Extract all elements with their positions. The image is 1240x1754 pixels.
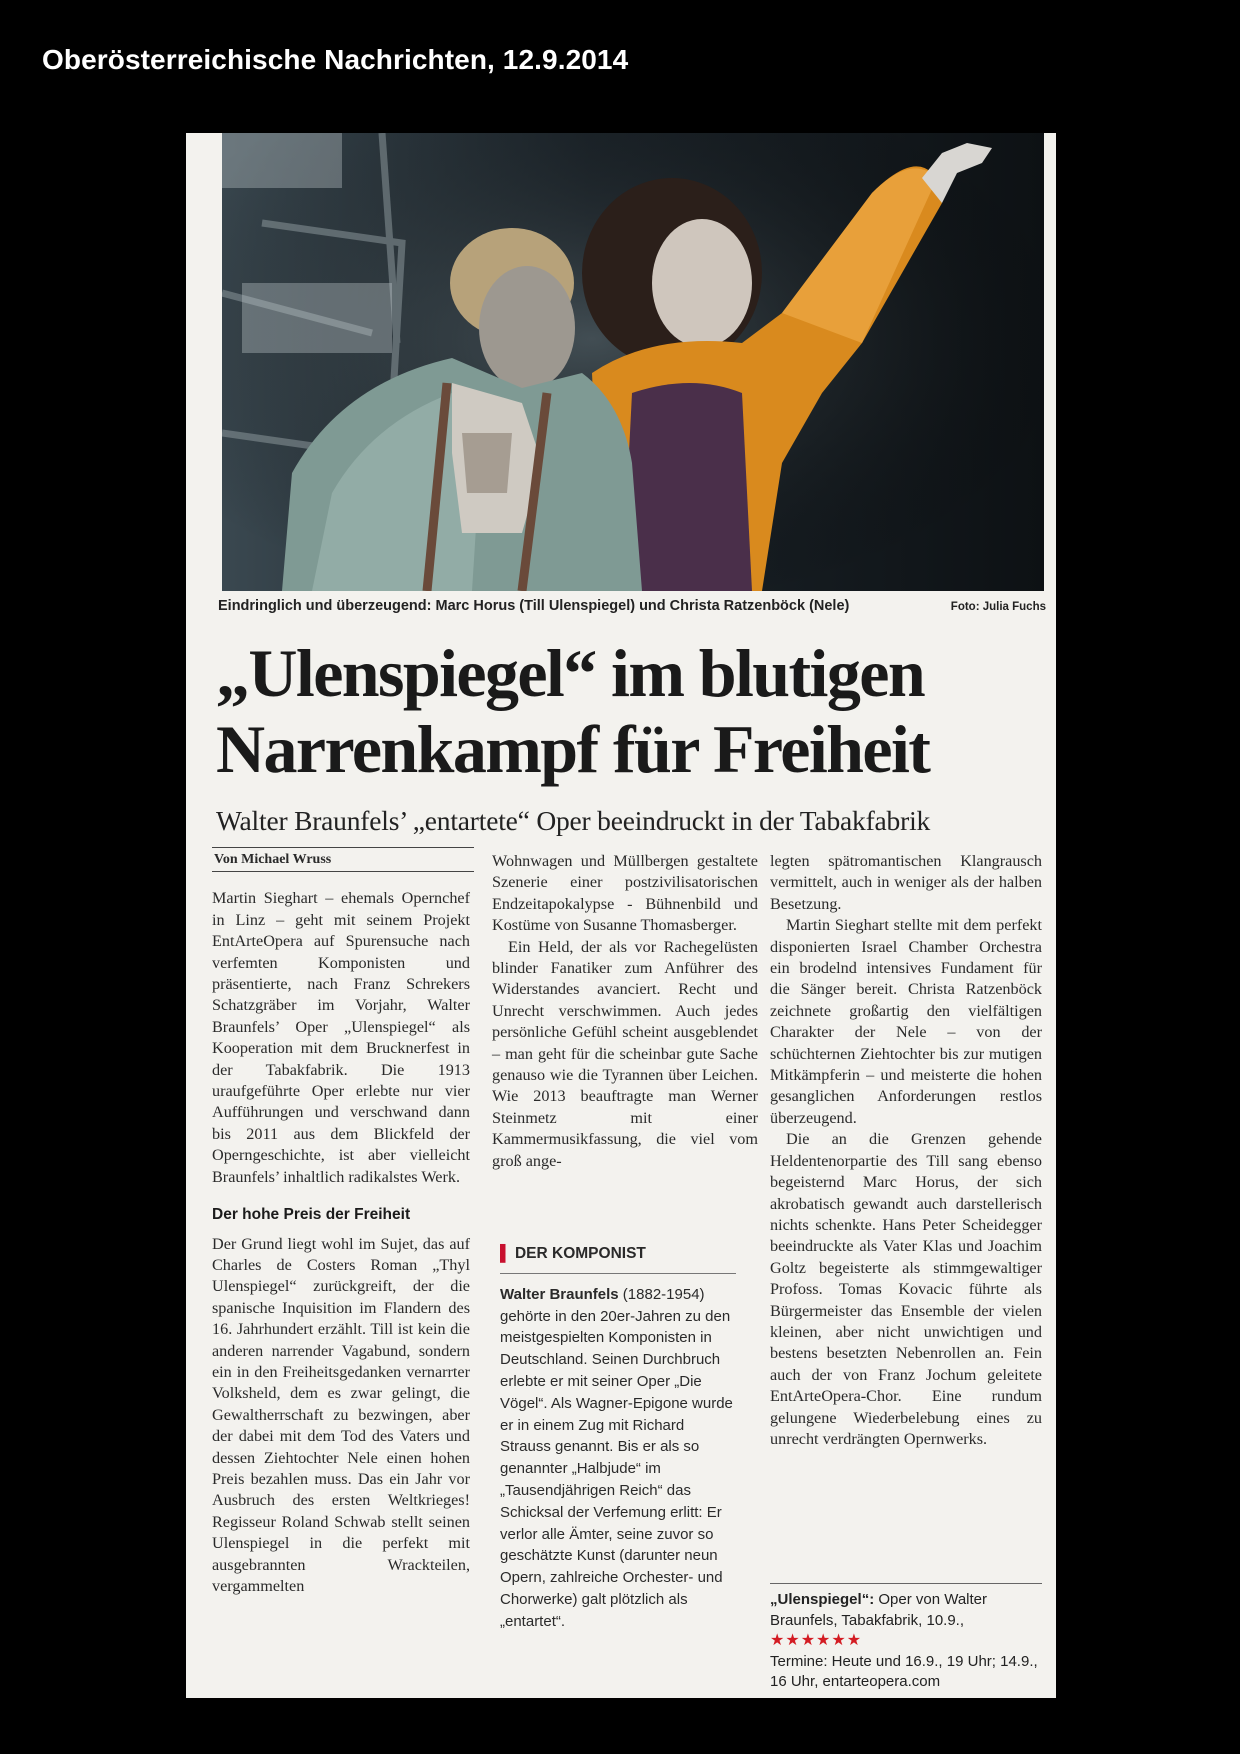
article-paragraph-6: Martin Sieghart stellte mit dem perfekt disponierten Israel Chamber Orchestra ein brodelnd intensives Fundament für die Sänger bereit. Christa Ratzenböck zeichnete großartig den vielfältigen Charakter der Nele – von der schüchternen Ziehtochter bis zur mutigen Mitkämpferin – und meisterte die hohen gesanglichen Anforderungen restlos überzeugend. (770, 916, 1042, 1127)
article-paragraph-4: Ein Held, der als vor Rachegelüsten blinder Fanatiker zum Anführer des Widerstandes avanciert. Recht und Unrecht verschwimmen. Auch jedes persönliche Gefühl scheint ausgeblendet – man geht für die scheinbar gute Sache genauso wie die Tyrannen über Leichen. Wie 2013 beauftragte man Werner Steinmetz mit einer Kammermusikfassung, die viel vom groß ange- (492, 937, 758, 1170)
stage-photo (222, 133, 1044, 591)
author-byline: Von Michael Wruss (212, 847, 474, 872)
article-paragraph-2: Der Grund liegt wohl im Sujet, das auf Charles de Costers Roman „Thyl Ulenspiegel“ zurückgreift, der die spanische Inquisition im Flandern des 16. Jahrhundert erzählt. Till ist kein die anderen narrender Vagabund, sondern ein in den Freiheitsgedanken vernarrter Volksheld, dem es zwar gelingt, die Gewaltherrschaft zu bezwingen, aber der dabei mit dem Tod des Vaters und dessen Ziehtochter Nele einen hohen Preis bezahlen muss. Das ein Jahr vor Ausbruch des ersten Weltkrieges! Regisseur Roland Schwab stellt seinen Ulenspiegel in die perfekt mit ausgebrannten Wrackteilen, vergammelten (212, 1234, 470, 1595)
headline-line-1: „Ulenspiegel“ im blutigen (216, 635, 925, 711)
performance-dates: Termine: Heute und 16.9., 19 Uhr; 14.9., 16 Uhr, entarteopera.com (770, 1652, 1038, 1690)
composer-box-title (500, 1243, 736, 1274)
composer-box (500, 1243, 736, 1633)
composer-name: Walter Braunfels (500, 1285, 619, 1303)
article-paragraph-7: Die an die Grenzen gehende Heldentenorpartie des Till sang ebenso begeisternd Marc Horus, der sich akrobatisch gewandt auch darstellerisch nichts schenkte. Hans Peter Scheidegger beeindruckte als Vater Klas und Joachim Goltz begeisterte als stimmgewaltiger Profoss. Tomas Kovacic führte als Bürgermeister das Ensemble der vielen kleinen, aber nicht unwichtigen und bestens besetzten Nebenrollen an. Fein auch der von Franz Jochum geleitete EntArteOpera-Chor. Eine rundum gelungene Wiederbelebung eines zu unrecht verdrängten Opernwerks. (770, 1130, 1042, 1448)
newspaper-clipping (186, 133, 1056, 1698)
photo-caption (218, 598, 1046, 614)
headline (216, 635, 1046, 787)
rating-stars: ★★★★★★ (770, 1632, 863, 1649)
info-title: „Ulenspiegel“: (770, 1591, 875, 1608)
subheadline: Walter Braunfels’ „entartete“ Oper beeindruckt in der Tabakfabrik (216, 805, 931, 836)
headline-line-2: Narrenkampf für Freiheit (216, 711, 930, 787)
photo-credit: Foto: Julia Fuchs (950, 601, 1046, 613)
composer-bio: (1882-1954) gehörte in den 20er-Jahren zu den meistgespielten Komponisten in Deutschland. Seinen Durchbruch erlebte er mit seiner Oper „Die Vögel“. Als Wagner-Epigone wurde er in einem Zug mit Richard Strauss genannt. Bis er als so genannter „Halbjude“ im „Tausendjährigen Reich“ das Schicksal der Verfemung erlitt: Er verlor alle Ämter, seine zuvor so geschätzte Kunst (darunter neun Opern, zahlreiche Orchester- und Chorwerke) galt plötzlich als „entartet“. (500, 1285, 733, 1630)
article-subheading: Der hohe Preis der Freiheit (212, 1206, 411, 1224)
article-paragraph-1: Martin Sieghart – ehemals Opernchef in Linz – geht mit seinem Projekt EntArteOpera auf Spurensuche nach verfemten Komponisten und präsentierte, nach Franz Schrekers Schatzgräber im Vorjahr, Walter Braunfels’ Oper „Ulenspiegel“ als Kooperation mit dem Brucknerfest in der Tabakfabrik. Die 1913 uraufgeführte Oper erlebte nur vier Aufführungen und verschwand dann bis 2011 aus dem Blickfeld der Operngeschichte, ist aber vielleicht Braunfels’ inhaltlich radikalstes Werk. (212, 889, 470, 1186)
article-column-1 (212, 847, 470, 1597)
performance-info-box (770, 1583, 1042, 1693)
article-column-2 (492, 851, 758, 1172)
composer-box-text (500, 1284, 736, 1633)
article-column-3 (770, 851, 1042, 1450)
red-bar-icon: ▌ (500, 1245, 511, 1262)
article-paragraph-3: Wohnwagen und Müllbergen gestaltete Szenerie einer postzivilisatorischen Endzeitapokalypse - Bühnenbild und Kostüme von Susanne Thomasberger. (492, 852, 758, 935)
article-paragraph-5: legten spätromantischen Klangrausch vermittelt, auch in weniger als der halben Besetzung. (770, 852, 1042, 913)
caption-text: Eindringlich und überzeugend: Marc Horus (Till Ulenspiegel) und Christa Ratzenböck (Nele) (218, 598, 850, 614)
composer-box-title-text: DER KOMPONIST (514, 1245, 646, 1262)
stage-photo-image (222, 133, 1044, 591)
info-details: Oper von Walter Braunfels, Tabakfabrik, 10.9., (770, 1591, 988, 1629)
source-line: Oberösterreichische Nachrichten, 12.9.2014 (42, 44, 629, 75)
